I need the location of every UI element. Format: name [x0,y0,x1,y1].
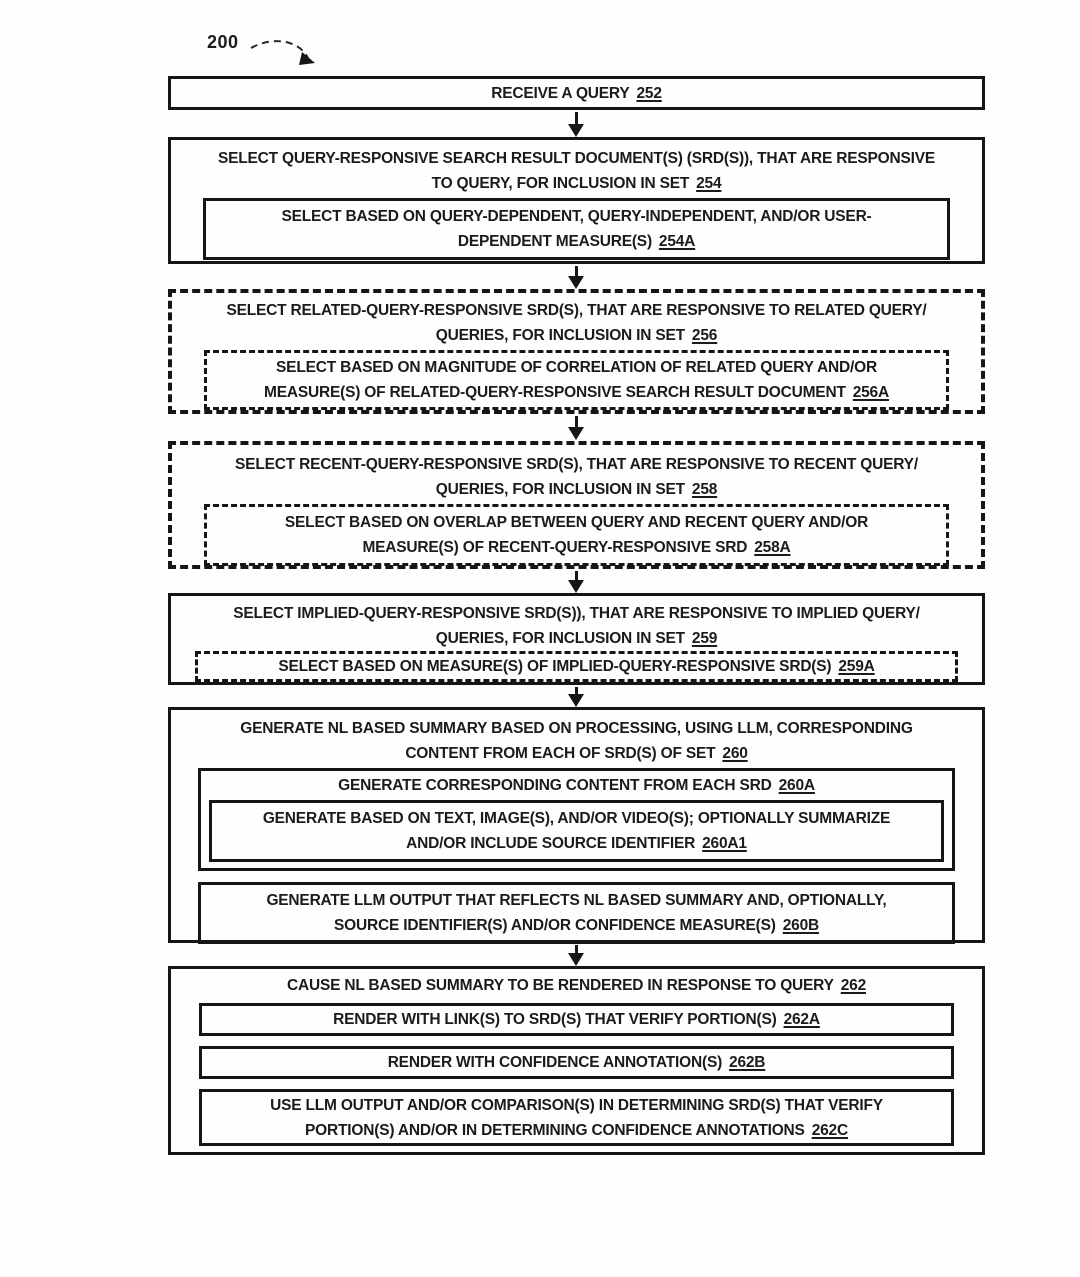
down-arrow-icon [568,416,584,440]
step-text: QUERIES, FOR INCLUSION IN SET 258 [435,481,718,498]
down-arrow-icon [568,945,584,966]
step-text: SELECT BASED ON OVERLAP BETWEEN QUERY AND RECENT QUERY AND/OR [284,514,869,531]
step-text: MEASURE(S) OF RELATED-QUERY-RESPONSIVE SEARCH RESULT DOCUMENT 256A [264,384,889,401]
step-text: QUERIES, FOR INCLUSION IN SET 259 [435,630,718,647]
step-box-256a [204,350,949,410]
step-text: SELECT BASED ON QUERY-DEPENDENT, QUERY-INDEPENDENT, AND/OR USER- [281,208,872,225]
step-box-258a [204,504,949,566]
step-text: MEASURE(S) OF RECENT-QUERY-RESPONSIVE SRD 258A [362,539,791,556]
step-box-260a1 [209,800,944,862]
ref-252: 252 [636,84,662,102]
step-text: GENERATE LLM OUTPUT THAT REFLECTS NL BASED SUMMARY AND, OPTIONALLY, [266,892,887,909]
ref-262b: 262B [729,1054,766,1071]
ref-260a: 260A [778,777,815,794]
ref-260a1: 260A1 [702,835,747,852]
step-box-260a [198,768,955,871]
step-text: SELECT BASED ON MEASURE(S) OF IMPLIED-QUERY-RESPONSIVE SRD(S) 259A [278,657,875,675]
step-text: SELECT RELATED-QUERY-RESPONSIVE SRD(S), THAT ARE RESPONSIVE TO RELATED QUERY/ [226,302,927,319]
ref-256: 256 [691,327,718,344]
step-text: GENERATE BASED ON TEXT, IMAGE(S), AND/OR VIDEO(S); OPTIONALLY SUMMARIZE [262,810,891,827]
ref-258: 258 [691,481,718,498]
down-arrow-icon [568,112,584,137]
ref-262: 262 [840,977,867,994]
down-arrow-icon [568,687,584,707]
step-box-262b [199,1046,954,1079]
ref-254: 254 [696,175,722,192]
figure-number-label: 200 [207,32,239,52]
step-text: DEPENDENT MEASURE(S) 254A [457,233,696,250]
step-box-259 [168,593,985,685]
step-text: GENERATE CORRESPONDING CONTENT FROM EACH SRD 260A [338,777,815,794]
step-text: AND/OR INCLUDE SOURCE IDENTIFIER 260A1 [406,835,747,852]
down-arrow-icon [568,571,584,593]
step-box-260 [168,707,985,943]
step-box-258 [168,441,985,569]
step-box-256 [168,289,985,414]
step-box-254a [203,198,950,260]
step-text: CONTENT FROM EACH OF SRD(S) OF SET 260 [405,745,748,762]
step-box-254 [168,137,985,264]
step-text: SELECT BASED ON MAGNITUDE OF CORRELATION OF RELATED QUERY AND/OR [276,359,877,376]
step-text: RECEIVE A QUERY 252 [491,84,662,102]
step-text: SOURCE IDENTIFIER(S) AND/OR CONFIDENCE MEASURE(S) 260B [334,917,819,934]
step-text: RENDER WITH LINK(S) TO SRD(S) THAT VERIFY PORTION(S) 262A [333,1011,820,1028]
step-box-259a [195,651,958,682]
step-box-262 [168,966,985,1155]
step-text: SELECT IMPLIED-QUERY-RESPONSIVE SRD(S)), THAT ARE RESPONSIVE TO IMPLIED QUERY/ [233,605,920,622]
ref-260b: 260B [782,917,819,934]
step-text: USE LLM OUTPUT AND/OR COMPARISON(S) IN DETERMINING SRD(S) THAT VERIFY [270,1096,883,1114]
figure-pointer-arrow [245,34,325,74]
step-text: SELECT RECENT-QUERY-RESPONSIVE SRD(S), THAT ARE RESPONSIVE TO RECENT QUERY/ [235,456,918,473]
step-box-252 [168,76,985,110]
ref-260: 260 [722,745,748,762]
step-text: SELECT QUERY-RESPONSIVE SEARCH RESULT DOCUMENT(S) (SRD(S)), THAT ARE RESPONSIVE [217,150,936,167]
step-box-262c [199,1089,954,1146]
step-text: GENERATE NL BASED SUMMARY BASED ON PROCESSING, USING LLM, CORRESPONDING [240,720,913,737]
ref-256a: 256A [852,384,889,401]
step-text: QUERIES, FOR INCLUSION IN SET 256 [435,327,718,344]
ref-254a: 254A [658,233,696,250]
step-box-260b [198,882,955,944]
ref-262a: 262A [783,1011,820,1028]
ref-258a: 258A [754,539,791,556]
ref-259: 259 [691,630,718,647]
step-text: TO QUERY, FOR INCLUSION IN SET 254 [431,175,722,192]
step-text: CAUSE NL BASED SUMMARY TO BE RENDERED IN RESPONSE TO QUERY 262 [286,977,867,994]
ref-259a: 259A [838,657,875,675]
step-box-262a [199,1003,954,1036]
down-arrow-icon [568,266,584,289]
step-text: PORTION(S) AND/OR IN DETERMINING CONFIDENCE ANNOTATIONS 262C [305,1121,848,1139]
step-text: RENDER WITH CONFIDENCE ANNOTATION(S) 262B [387,1054,766,1071]
ref-262c: 262C [811,1121,848,1139]
